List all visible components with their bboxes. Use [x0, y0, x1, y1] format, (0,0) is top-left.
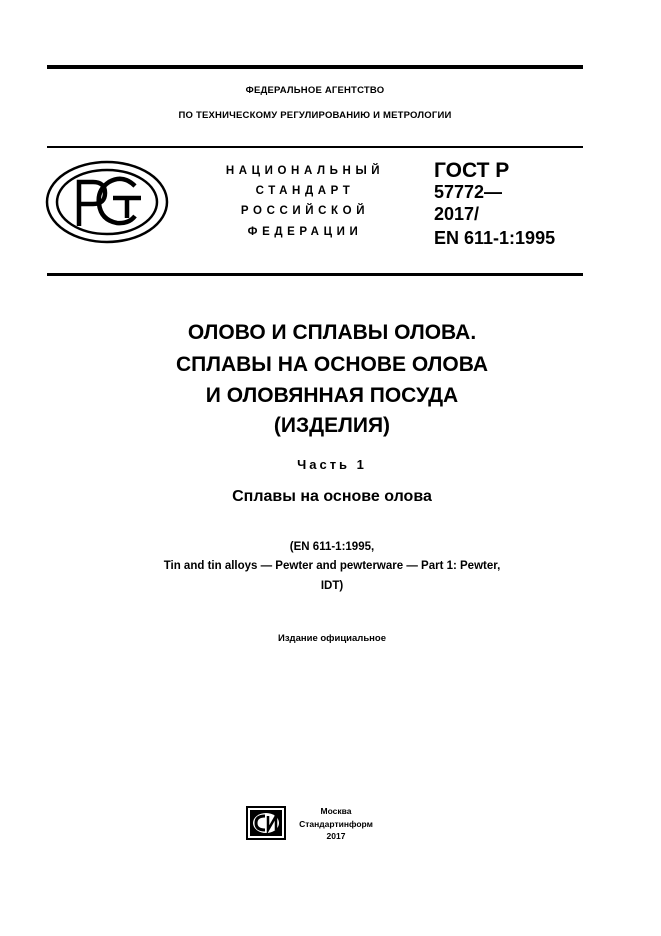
reference-line-3: IDT): [320, 580, 344, 592]
reference-line-1: (EN 611-1:1995,: [289, 541, 375, 553]
title-divider: [47, 273, 583, 276]
document-title-line-3: И ОЛОВЯННАЯ ПОСУДА: [205, 384, 459, 407]
national-standard-line-3: РОССИЙСКОЙ: [240, 205, 370, 217]
agency-line-2: ПО ТЕХНИЧЕСКОМУ РЕГУЛИРОВАНИЮ И МЕТРОЛОГИИ: [178, 110, 452, 121]
publication-year: 2017: [326, 831, 346, 841]
part-label: Часть 1: [297, 457, 367, 472]
agency-line-1: ФЕДЕРАЛЬНОЕ АГЕНТСТВО: [245, 85, 385, 96]
rst-certification-mark-icon: [45, 160, 169, 244]
reference-line-2: Tin and tin alloys — Pewter and pewterware — Part 1: Pewter,: [163, 560, 501, 572]
national-standard-line-2: СТАНДАРТ: [255, 185, 355, 197]
standartinform-logo-icon: [246, 806, 286, 840]
document-title-line-1: ОЛОВО И СПЛАВЫ ОЛОВА.: [187, 321, 477, 344]
document-title-line-4: (ИЗДЕЛИЯ): [273, 414, 391, 437]
part-subtitle: Сплавы на основе олова: [232, 488, 432, 505]
national-standard-line-4: ФЕДЕРАЦИИ: [247, 226, 363, 238]
standard-designation-line-1: ГОСТ Р: [434, 159, 510, 182]
top-rule: [47, 65, 583, 69]
publisher-name: Стандартинформ: [299, 819, 373, 829]
standard-designation-line-3: 2017/: [434, 204, 480, 224]
document-title-line-2: СПЛАВЫ НА ОСНОВЕ ОЛОВА: [175, 353, 489, 376]
standard-designation-line-2: 57772—: [434, 182, 503, 202]
standard-designation-line-4: EN 611-1:1995: [434, 228, 556, 248]
edition-note: Издание официальное: [278, 633, 386, 644]
header-divider: [47, 146, 583, 148]
national-standard-line-1: НАЦИОНАЛЬНЫЙ: [225, 165, 385, 177]
publisher-city: Москва: [320, 806, 352, 816]
